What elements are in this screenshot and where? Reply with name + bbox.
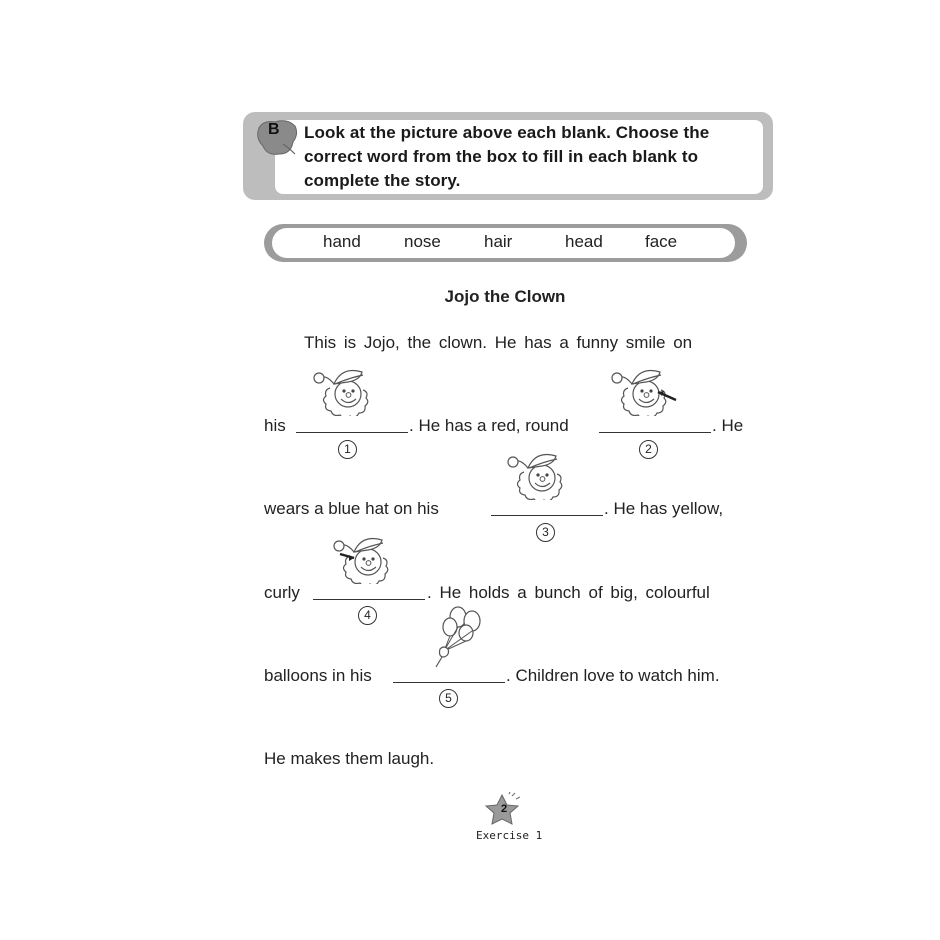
story-line-2-end: . He	[712, 416, 744, 435]
word-box-item: face	[645, 232, 678, 251]
blank-number-2: 2	[639, 440, 658, 459]
blank-number-5: 5	[439, 689, 458, 708]
word-box-item: head	[565, 232, 603, 251]
balloons-in-hand-icon	[426, 603, 486, 669]
page-number: 2	[501, 803, 508, 815]
clown-hair-arrow-icon	[330, 522, 402, 584]
story-line-1: This is Jojo, the clown. He has a funny smile on	[304, 333, 693, 352]
story-line-3-start: wears a blue hat on his	[264, 499, 439, 518]
answer-blank-1[interactable]	[296, 432, 408, 433]
clown-head-icon	[504, 438, 576, 500]
word-box-item: hand	[323, 232, 361, 251]
blank-number-3: 3	[536, 523, 555, 542]
word-box-item: nose	[404, 232, 441, 251]
instructions-text: Look at the picture above each blank. Choose the correct word from the box to fill in each blank to complete the story.	[304, 123, 710, 190]
blank-number-1: 1	[338, 440, 357, 459]
story-line-5-end: . Children love to watch him.	[506, 666, 720, 685]
answer-blank-4[interactable]	[313, 599, 425, 600]
word-box-item: hair	[484, 232, 513, 251]
clown-face-icon	[310, 354, 382, 416]
story-line-2-start: his	[264, 416, 286, 435]
answer-blank-5[interactable]	[393, 682, 505, 683]
story-line-3-end: . He has yellow,	[604, 499, 724, 518]
answer-blank-3[interactable]	[491, 515, 603, 516]
story-line-2-middle: . He has a red, round	[409, 416, 569, 435]
story-title: Jojo the Clown	[444, 287, 566, 306]
section-letter: B	[268, 121, 280, 138]
story-line-4-end: . He holds a bunch of big, colourful	[427, 583, 710, 602]
footer-label: Exercise 1	[476, 829, 543, 842]
story-line-5-start: balloons in his	[264, 666, 372, 685]
story-line-6: He makes them laugh.	[264, 749, 435, 768]
blank-number-4: 4	[358, 606, 377, 625]
answer-blank-2[interactable]	[599, 432, 711, 433]
clown-nose-arrow-icon	[608, 354, 680, 416]
story-line-4-start: curly	[264, 583, 300, 602]
